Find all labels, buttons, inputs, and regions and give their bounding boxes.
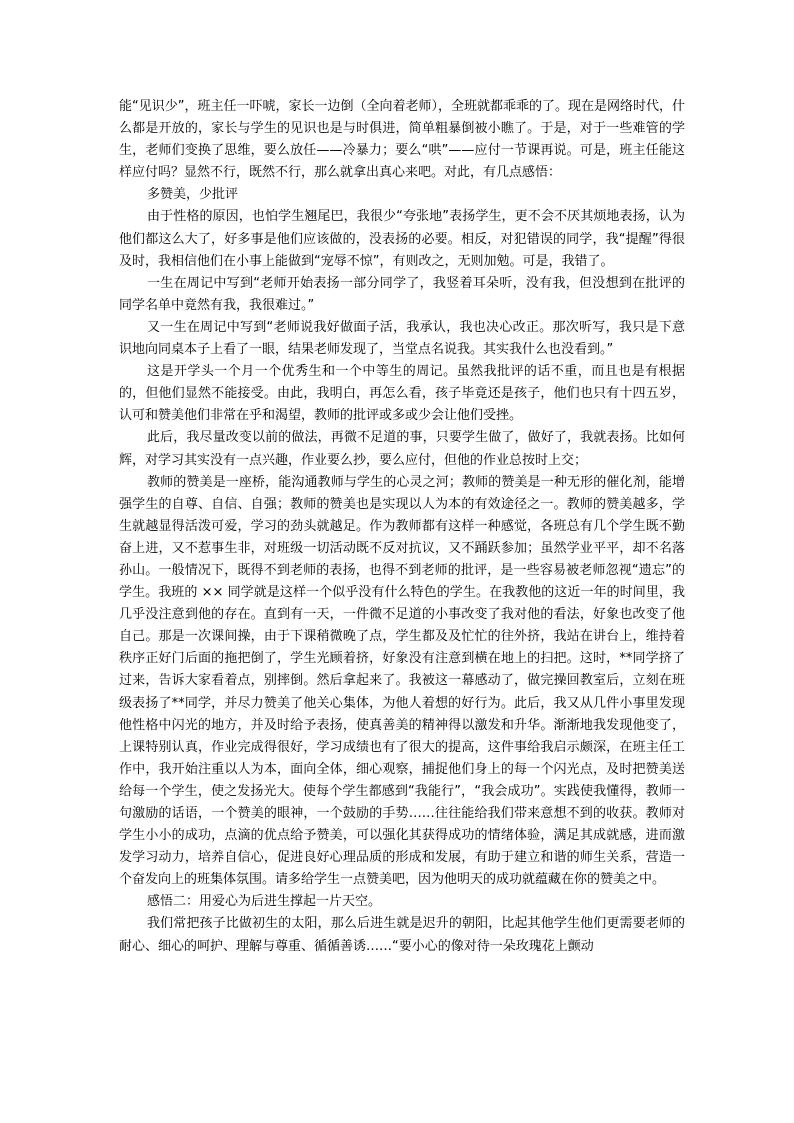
- document-body: [119, 96, 685, 958]
- heading-praise-more: 多赞美，少批评: [147, 187, 239, 203]
- paragraph-intro: 能“见识少”，班主任一吓唬，家长一边倒（全向着老师），全班就都乖乖的了。现在是网络时代，什么都是开放的，家长与学生的见识也是与时俱进，简单粗暴倒被小瞧了。于是，对于一些难管的学生，老师们变换了思维，要么放任——冷暴力；要么“哄”——应付一节课再说。可是，班主任能这样应付吗？显然不行，既然不行，那么就拿出真心来吧。对此，有几点感悟：: [119, 99, 685, 181]
- paragraph: 我们常把孩子比做初生的太阳，那么后进生就是迟升的朝阳，比起其他学生他们更需要老师的耐心、细心的呵护、理解与尊重、循循善诱……“要小心的像对待一朵玫瑰花上颤动: [119, 916, 685, 954]
- paragraph: 这是开学头一个月一个优秀生和一个中等生的周记。虽然我批评的话不重，而且也是有根据的，但他们显然不能接受。由此，我明白，再怎么看，孩子毕竟还是孩子，他们也只有十四五岁，认可和赞美他们非常在乎和渴望，教师的批评或多或少会让他们受挫。: [119, 364, 685, 424]
- paragraph: 教师的赞美是一座桥，能沟通教师与学生的心灵之河；教师的赞美是一种无形的催化剂，能增强学生的自尊、自信、自强；教师的赞美也是实现以人为本的有效途径之一。教师的赞美越多，学生就越显得活泼可爱，学习的劲头就越足。作为教师都有这样一种感觉，各班总有几个学生既不勤奋上进，又不惹事生非，对班级一切活动既不反对抗议，又不踊跃参加；虽然学业平平，却不名落孙山。一般情况下，既得不到老师的表扬，也得不到老师的批评，是一些容易被老师忽视“遗忘”的学生。我班的 ×× 同学就是这样一个似乎没有什么特色的学生。在我教他的这近一年的时间里，我几乎没注意到他的存在。直到有一天，一件微不足道的小事改变了我对他的看法，好象也改变了他自己。那是一次课间操，由于下课稍微晚了点，学生都及及忙忙的往外挤，我站在讲台上，维持着秩序正好门后面的拖把倒了，学生光顾着挤，好象没有注意到横在地上的扫把。这时，**同学挤了过来，告诉大家看着点，别摔倒。然后拿起来了。我被这一幕感动了，做完操回教室后，立刻在班级表扬了**同学，并尽力赞美了他关心集体，为他人着想的好行为。此后，我又从几件小事里发现他性格中闪光的地方，并及时给予表扬，使真善美的精神得以激发和升华。渐渐地我发现他变了，上课特别认真，作业完成得很好，学习成绩也有了很大的提高，这件事给我启示颇深，在班主任工作中，我开始注重以人为本，面向全体，细心观察，捕捉他们身上的每一个闪光点，及时把赞美送给每一个学生，使之发扬光大。使每个学生都感到“我能行”，“我会成功”。实践使我懂得，教师一句激励的话语，一个赞美的眼神，一个鼓励的手势……往往能给我们带来意想不到的收获。教师对学生小小的成功，点滴的优点给予赞美，可以强化其获得成功的情绪体验，满足其成就感，进而激发学习动力，培养自信心，促进良好心理品质的形成和发展，有助于建立和谐的师生关系，营造一个奋发向上的班集体氛围。请多给学生一点赞美吧，因为他明天的成功就蕴藏在你的赞美之中。: [119, 474, 685, 888]
- paragraph: 此后，我尽量改变以前的做法，再微不足道的事，只要学生做了，做好了，我就表扬。比如何辉，对学习其实没有一点兴趣，作业要么抄，要么应付，但他的作业总按时上交；: [119, 430, 685, 468]
- paragraph: 又一生在周记中写到“老师说我好做面子活，我承认，我也决心改正。那次听写，我只是下意识地向同桌本子上看了一眼，结果老师发现了，当堂点名说我。其实我什么也没看到。”: [119, 319, 685, 358]
- heading-insight-two: 感悟二：用爱心为后进生撑起一片天空。: [147, 894, 382, 910]
- paragraph: 由于性格的原因，也怕学生翘尾巴，我很少“夸张地”表扬学生，更不会不厌其烦地表扬，认为他们都这么大了，好多事是他们应该做的，没表扬的必要。相反，对犯错误的同学，我“提醒”得很及时，我相信他们在小事上能做到“宠辱不惊”，有则改之，无则加勉。可是，我错了。: [119, 209, 685, 269]
- paragraph: 一生在周记中写到“老师开始表扬一部分同学了，我竖着耳朵听，没有我，但没想到在批评的同学名单中竟然有我，我很难过。”: [119, 275, 685, 313]
